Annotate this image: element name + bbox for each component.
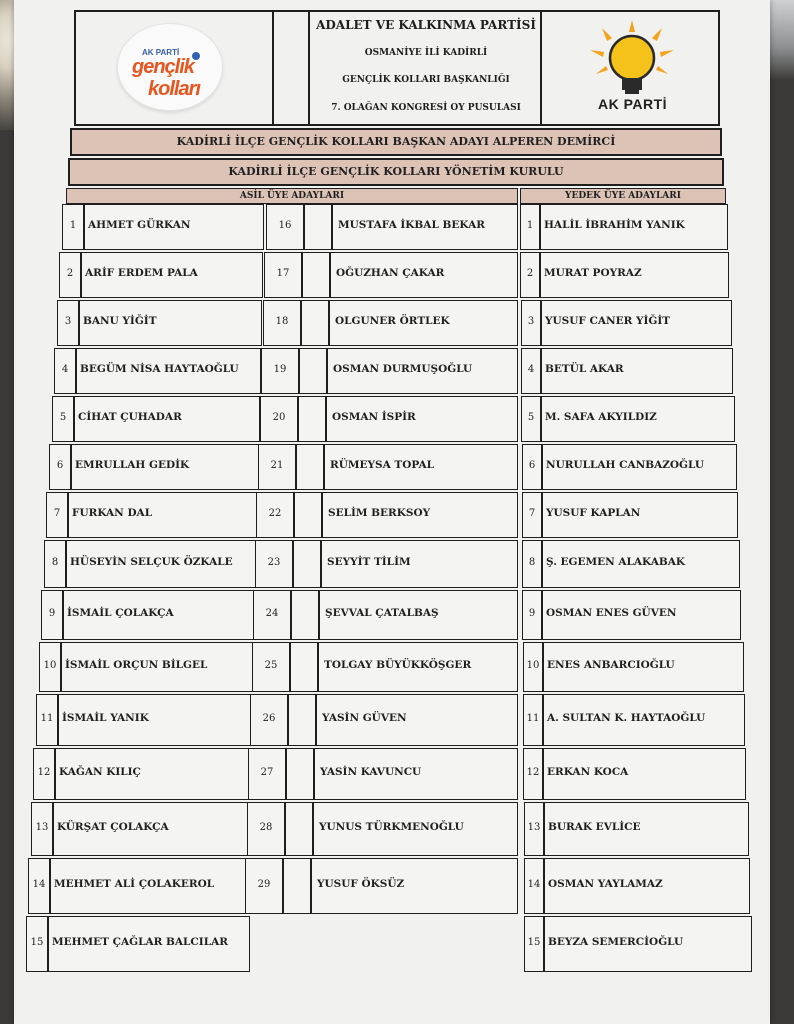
main-candidate-name: İSMAİL ORÇUN BİLGEL	[65, 659, 208, 671]
main-number: 7	[53, 508, 61, 519]
logo-line1: gençlik	[132, 56, 194, 78]
reserve-number: 5	[527, 412, 535, 423]
logo-small-text: AK PARTİ	[142, 48, 180, 57]
main-number: 1	[69, 220, 77, 231]
board-banner	[68, 158, 724, 186]
main-candidate-name: AHMET GÜRKAN	[88, 219, 191, 231]
reserve-candidate-name: YUSUF CANER YİĞİT	[545, 315, 671, 327]
main-candidate-name: KÜRŞAT ÇOLAKÇA	[57, 821, 169, 833]
reserve-number: 1	[526, 220, 534, 231]
main-number: 6	[56, 460, 64, 471]
main-number: 17	[276, 268, 290, 279]
main-vote-box[interactable]	[286, 748, 314, 800]
main-candidate-name: KAĞAN KILIÇ	[59, 766, 141, 778]
reserve-number: 2	[526, 268, 534, 279]
main-candidate-name: OLGUNER ÖRTLEK	[335, 315, 450, 327]
main-number: 2	[66, 268, 74, 279]
reserve-number: 8	[528, 557, 536, 568]
reserve-number: 13	[527, 822, 541, 833]
reserve-candidate-name: BEYZA SEMERCİOĞLU	[548, 936, 684, 948]
reserve-candidate-name: HALİL İBRAHİM YANIK	[544, 219, 685, 231]
congress-title: 7. OLAĞAN KONGRESİ OY PUSULASI	[331, 103, 521, 113]
main-candidate-name: MEHMET ÇAĞLAR BALCILAR	[52, 936, 228, 948]
main-number: 5	[59, 412, 67, 423]
main-number: 27	[260, 767, 274, 778]
reserve-candidate-name: BETÜL AKAR	[545, 363, 624, 375]
reserve-candidate-name: NURULLAH CANBAZOĞLU	[546, 459, 704, 471]
reserve-number: 10	[526, 660, 540, 671]
reserve-number: 9	[528, 608, 536, 619]
main-number: 23	[267, 557, 281, 568]
main-vote-box[interactable]	[296, 444, 324, 490]
header-title-block	[310, 12, 542, 124]
main-vote-box[interactable]	[304, 204, 332, 250]
main-number: 13	[35, 822, 49, 833]
main-vote-box[interactable]	[285, 802, 313, 856]
main-number: 3	[64, 316, 72, 327]
main-vote-box[interactable]	[302, 252, 330, 298]
main-number: 14	[32, 879, 46, 890]
main-vote-box[interactable]	[293, 540, 321, 588]
main-vote-box[interactable]	[288, 694, 316, 746]
genclik-kollari-logo	[118, 24, 222, 110]
main-vote-box[interactable]	[301, 300, 329, 346]
main-vote-box[interactable]	[283, 858, 311, 914]
reserve-candidate-name: OSMAN YAYLAMAZ	[548, 878, 663, 890]
main-candidate-name: YUSUF ÖKSÜZ	[317, 878, 405, 890]
office-name: GENÇLİK KOLLARI BAŞKANLIĞI	[342, 75, 510, 85]
main-number: 29	[257, 879, 271, 890]
reserve-candidate-name: YUSUF KAPLAN	[546, 507, 641, 519]
main-candidate-name: İSMAİL ÇOLAKÇA	[67, 607, 174, 619]
president-candidate-banner	[70, 128, 722, 156]
main-number: 15	[30, 937, 44, 948]
main-number: 19	[273, 364, 287, 375]
reserve-candidate-name: ENES ANBARCIOĞLU	[547, 659, 675, 671]
main-vote-box[interactable]	[294, 492, 322, 538]
main-number: 18	[275, 316, 289, 327]
main-vote-box[interactable]	[298, 396, 326, 442]
reserve-candidate-name: MURAT POYRAZ	[544, 267, 642, 279]
main-vote-box[interactable]	[299, 348, 327, 394]
president-candidate-text: KADİRLİ İLÇE GENÇLİK KOLLARI BAŞKAN ADAYI ALPEREN DEMİRCİ	[176, 135, 616, 148]
header-divider	[272, 10, 274, 126]
party-name: ADALET VE KALKINMA PARTİSİ	[316, 18, 536, 32]
main-candidate-name: TOLGAY BÜYÜKKÖŞGER	[324, 659, 472, 671]
reserve-candidate-name: A. SULTAN K. HAYTAOĞLU	[547, 712, 706, 724]
main-candidate-name: BEGÜM NİSA HAYTAOĞLU	[80, 363, 239, 375]
ak-parti-logo	[572, 18, 692, 118]
reserve-candidate-name: BURAK EVLİCE	[548, 821, 641, 833]
main-candidate-name: YASİN KAVUNCU	[320, 766, 422, 778]
main-candidate-name: İSMAİL YANIK	[62, 712, 149, 724]
reserve-candidate-name: M. SAFA AKYILDIZ	[545, 411, 657, 423]
main-candidate-name: RÜMEYSA TOPAL	[330, 459, 435, 471]
main-number: 10	[43, 660, 57, 671]
main-number: 9	[48, 608, 56, 619]
main-candidate-name: YASİN GÜVEN	[322, 712, 407, 724]
reserve-members-header-text: YEDEK ÜYE ADAYLARI	[565, 191, 681, 201]
reserve-candidate-name: OSMAN ENES GÜVEN	[546, 607, 677, 619]
main-number: 21	[270, 460, 284, 471]
main-vote-box[interactable]	[290, 642, 318, 692]
reserve-members-header	[520, 188, 726, 204]
main-candidate-name: EMRULLAH GEDİK	[75, 459, 190, 471]
reserve-number: 12	[526, 767, 540, 778]
main-members-header-text: ASİL ÜYE ADAYLARI	[239, 191, 345, 201]
main-number: 12	[37, 767, 51, 778]
main-members-header	[66, 188, 518, 204]
main-number: 4	[61, 364, 69, 375]
main-candidate-name: CİHAT ÇUHADAR	[78, 411, 182, 423]
main-number: 16	[278, 220, 292, 231]
ak-parti-logo-text: AK PARTİ	[598, 96, 668, 112]
reserve-number: 3	[527, 316, 535, 327]
reserve-candidate-name: ERKAN KOCA	[547, 766, 629, 778]
main-number: 20	[272, 412, 286, 423]
reserve-candidate-name: Ş. EGEMEN ALAKABAK	[546, 556, 686, 568]
board-text: KADİRLİ İLÇE GENÇLİK KOLLARI YÖNETİM KURULU	[228, 165, 564, 178]
main-candidate-name: ARİF ERDEM PALA	[85, 267, 198, 279]
main-number: 8	[51, 557, 59, 568]
main-number: 22	[268, 508, 282, 519]
main-candidate-name: OSMAN DURMUŞOĞLU	[333, 363, 473, 375]
main-vote-box[interactable]	[291, 590, 319, 640]
main-number: 24	[265, 608, 279, 619]
main-candidate-name: YUNUS TÜRKMENOĞLU	[319, 821, 464, 833]
main-candidate-name: SELİM BERKSOY	[328, 507, 431, 519]
lightbulb-icon	[572, 18, 692, 98]
reserve-number: 14	[527, 879, 541, 890]
main-candidate-name: MEHMET ALİ ÇOLAKEROL	[54, 878, 215, 890]
reserve-number: 7	[528, 508, 536, 519]
main-candidate-name: MUSTAFA İKBAL BEKAR	[338, 219, 485, 231]
main-number: 28	[259, 822, 273, 833]
main-candidate-name: HÜSEYİN SELÇUK ÖZKALE	[70, 556, 233, 568]
main-candidate-name: OSMAN İSPİR	[332, 411, 416, 423]
reserve-number: 4	[527, 364, 535, 375]
reserve-number: 15	[527, 937, 541, 948]
province-name: OSMANİYE İLİ KADİRLİ	[364, 48, 488, 58]
main-number: 11	[40, 713, 54, 724]
main-candidate-name: SEYYİT TİLİM	[327, 556, 411, 568]
main-candidate-name: FURKAN DAL	[72, 507, 153, 519]
main-number: 25	[264, 660, 278, 671]
main-candidate-name: ŞEVVAL ÇATALBAŞ	[325, 607, 439, 619]
logo-line2: kolları	[148, 78, 200, 100]
main-candidate-name: OĞUZHAN ÇAKAR	[336, 267, 445, 279]
main-candidate-name: BANU YİĞİT	[83, 315, 157, 327]
main-number: 26	[262, 713, 276, 724]
reserve-number: 6	[528, 460, 536, 471]
reserve-number: 11	[526, 713, 540, 724]
